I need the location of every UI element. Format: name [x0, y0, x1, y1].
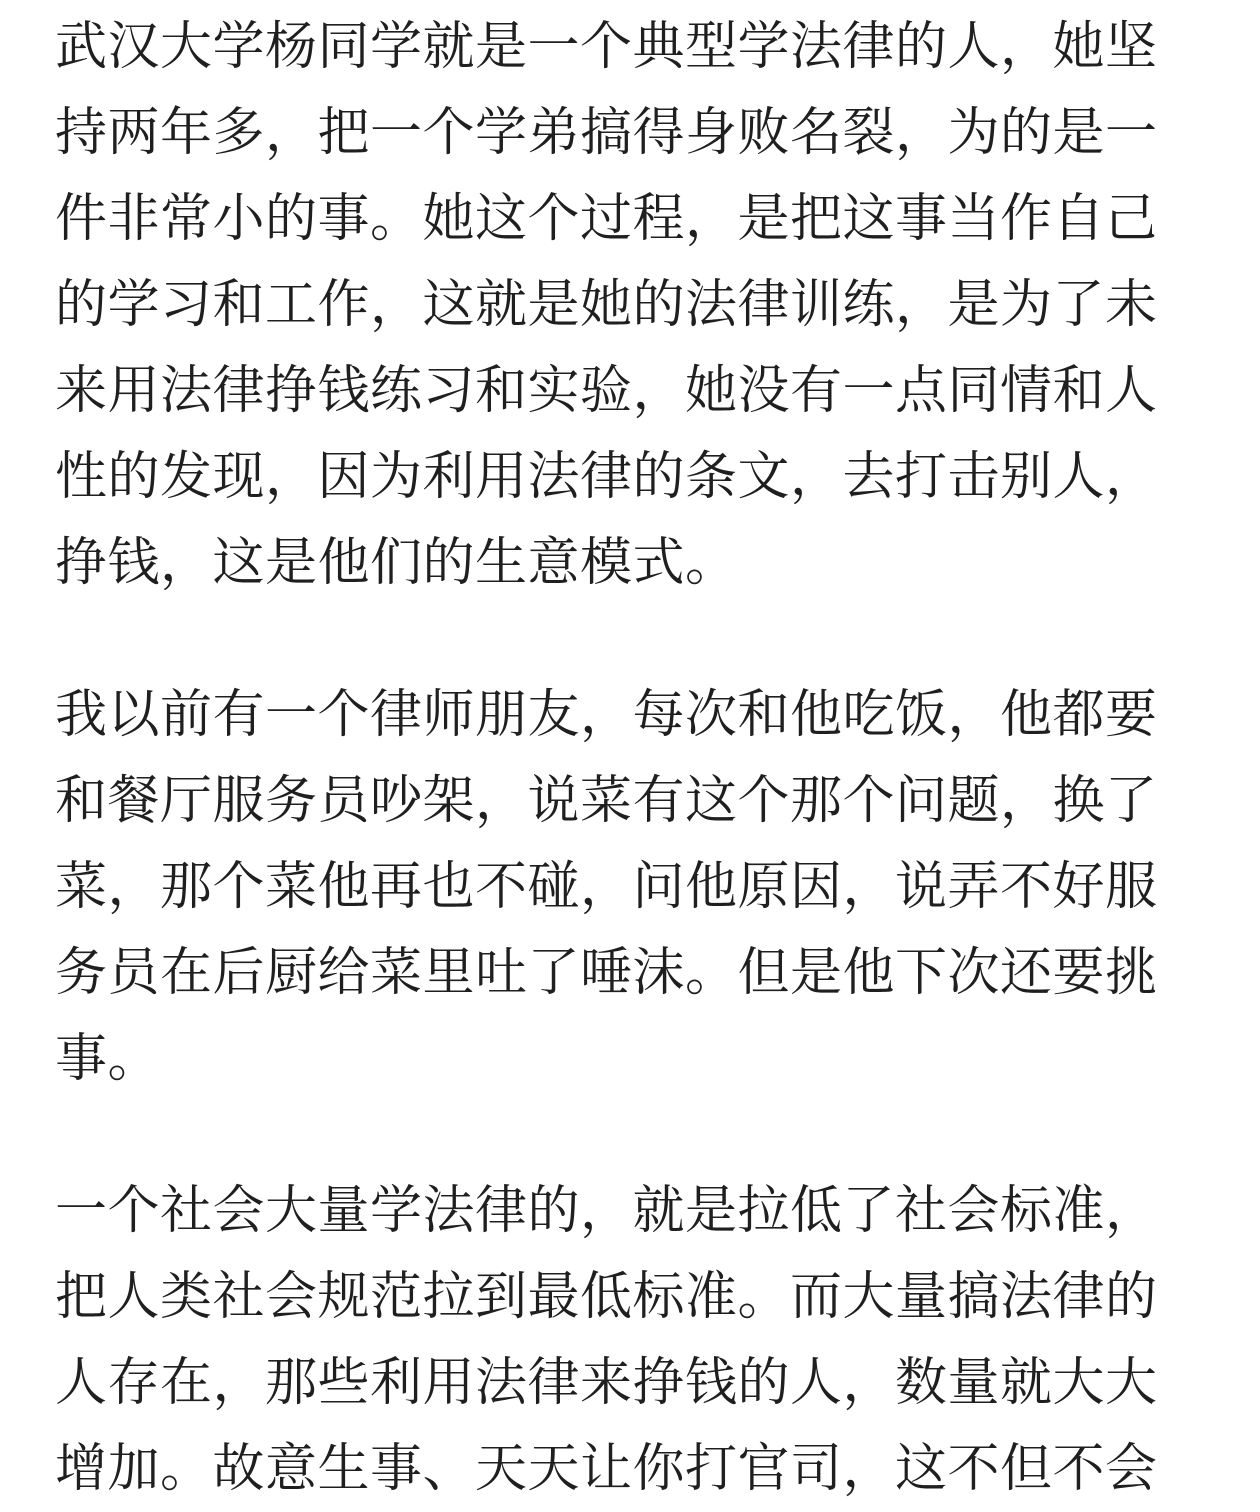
text-line: 持两年多，把一个学弟搞得身败名裂，为的是一 [55, 103, 1158, 163]
text-line: 事。 [55, 1029, 161, 1089]
text-line: 一个社会大量学法律的，就是拉低了社会标准， [55, 1181, 1158, 1241]
text-line: 和餐厅服务员吵架，说菜有这个那个问题，换了 [55, 771, 1158, 831]
paragraph-3 [55, 1168, 1158, 1512]
text-line: 性的发现，因为利用法律的条文，去打击别人， [55, 447, 1158, 507]
text-line: 的学习和工作，这就是她的法律训练，是为了未 [55, 275, 1158, 335]
text-line: 务员在后厨给菜里吐了唾沫。但是他下次还要挑 [55, 943, 1158, 1003]
text-line: 来用法律挣钱练习和实验，她没有一点同情和人 [55, 361, 1158, 421]
text-line: 把人类社会规范拉到最低标准。而大量搞法律的 [55, 1267, 1158, 1327]
text-line: 挣钱，这是他们的生意模式。 [55, 533, 738, 593]
text-line: 增加。故意生事、天天让你打官司，这不但不会 [55, 1439, 1158, 1499]
text-line: 人存在，那些利用法律来挣钱的人，数量就大大 [55, 1353, 1158, 1413]
text-line: 菜，那个菜他再也不碰，问他原因，说弄不好服 [55, 857, 1158, 917]
paragraph-2 [55, 672, 1158, 1102]
text-line: 我以前有一个律师朋友，每次和他吃饭，他都要 [55, 685, 1158, 745]
paragraph-1 [55, 4, 1158, 606]
text-line: 武汉大学杨同学就是一个典型学法律的人，她坚 [55, 17, 1158, 77]
text-line: 件非常小的事。她这个过程，是把这事当作自己 [55, 189, 1158, 249]
